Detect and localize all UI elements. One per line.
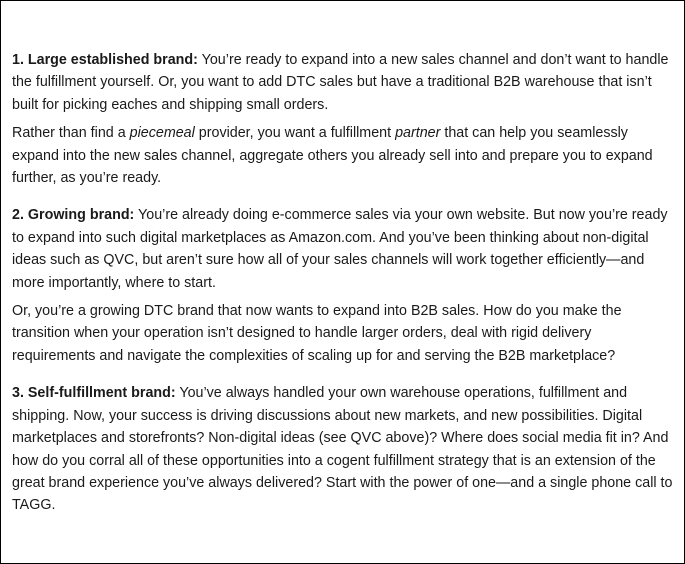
paragraph-text: Rather than find a bbox=[12, 125, 130, 142]
paragraph bbox=[12, 49, 674, 116]
section-heading: 3. Self-fulfillment brand: bbox=[12, 385, 176, 402]
paragraph bbox=[12, 204, 674, 294]
section-growing-brand bbox=[12, 204, 674, 367]
section-self-fulfillment-brand bbox=[12, 382, 674, 516]
section-heading: 2. Growing brand: bbox=[12, 207, 135, 224]
emphasis-text: partner bbox=[395, 125, 441, 142]
section-large-established-brand bbox=[12, 49, 674, 189]
paragraph-text: You’re ready to expand into a new sales channel and don’t want to handle the fulfillment yourself. Or, you want to add DTC sales but have a traditional B2B warehouse that isn’t built for picking eaches and shipping small orders. bbox=[12, 52, 669, 113]
emphasis-text: piecemeal bbox=[129, 125, 195, 142]
paragraph bbox=[12, 300, 674, 367]
paragraph-text: provider, you want a fulfillment bbox=[194, 125, 396, 142]
paragraph-text: Or, you’re a growing DTC brand that now wants to expand into B2B sales. How do you make the transition when your operation isn’t designed to handle larger orders, deal with rigid delivery requirements and navigate the complexities of scaling up for and serving the B2B marketplace? bbox=[12, 303, 622, 364]
section-heading: 1. Large established brand: bbox=[12, 52, 198, 68]
paragraph-text: You’re already doing e-commerce sales via your own website. But now you’re ready to expand into such digital marketplaces as Amazon.com. And you’ve been thinking about non-digital ideas such as QVC, but aren’t sure how all of your sales channels will work together efficiently—and more importantly, where to start. bbox=[12, 207, 668, 291]
paragraph-text: You’ve always handled your own warehouse operations, fulfillment and shipping. Now, your success is driving discussions about new markets, and new possibilities. Digital marketplaces and storefronts? Non-digital ideas (see QVC above)? Where does social media fit in? And how do you corral all of these opportunities into a cogent fulfillment strategy that is an extension of the great brand experience you’ve always delivered? Start with the power of one—and a single phone call to TAGG. bbox=[12, 385, 673, 514]
paragraph bbox=[12, 382, 674, 516]
paragraph-text: that can help you seamlessly expand into the new sales channel, aggregate others you already sell into and prepare you to expand further, as you’re ready. bbox=[12, 125, 653, 187]
paragraph bbox=[12, 122, 674, 189]
